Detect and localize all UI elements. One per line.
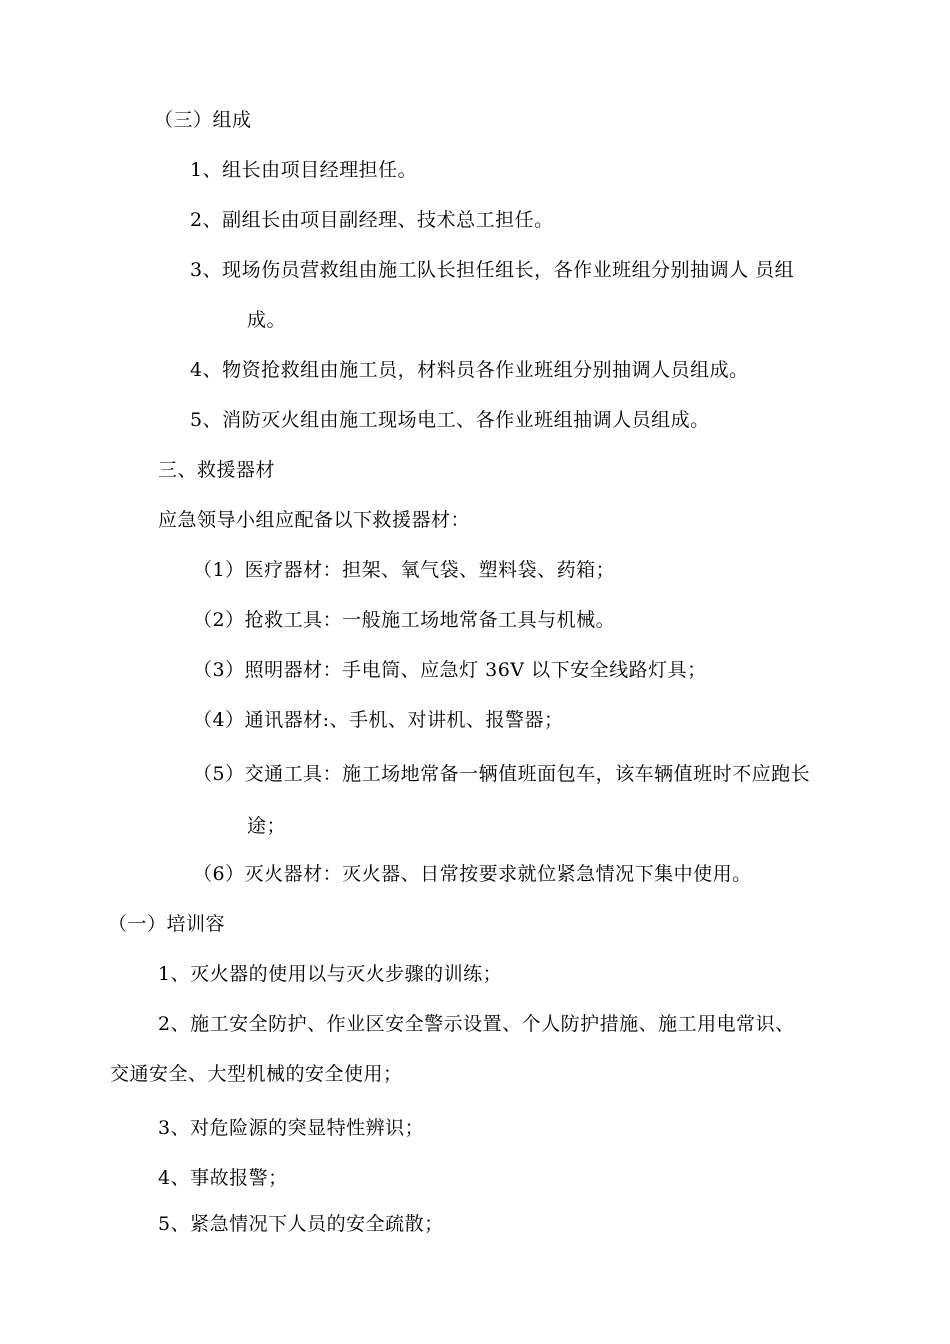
list-item-continuation: 途；: [247, 815, 287, 837]
section-heading-composition: （三）组成: [154, 109, 252, 131]
paragraph-line: 3、现场伤员营救组由施工队长担任组长，各作业班组分别抽调人 员组: [190, 259, 795, 281]
list-item: （1）医疗器材：担架、氧气袋、塑料袋、药箱；: [193, 559, 616, 581]
paragraph-line: 1、灭火器的使用以与灭火步骤的训练；: [158, 963, 503, 985]
paragraph-line: 2、副组长由项目副经理、技术总工担任。: [190, 209, 554, 231]
paragraph-line: 3、对危险源的突显特性辨识；: [158, 1117, 425, 1139]
list-item: （6）灭火器材：灭火器、日常按要求就位紧急情况下集中使用。: [193, 863, 752, 885]
paragraph-line: 1、组长由项目经理担任。: [190, 159, 418, 181]
paragraph-line-continuation: 交通安全、大型机械的安全使用；: [110, 1063, 403, 1085]
paragraph-line: 5、紧急情况下人员的安全疏散；: [158, 1213, 444, 1235]
section-heading-rescue-equipment: 三、救援器材: [158, 459, 276, 481]
paragraph-line: 4、事故报警；: [158, 1167, 288, 1189]
paragraph-line: 4、物资抢救组由施工员，材料员各作业班组分别抽调人员组成。: [190, 359, 749, 381]
list-item: （5）交通工具：施工场地常备一辆值班面包车，该车辆值班时不应跑长: [193, 763, 811, 785]
paragraph-line: 2、施工安全防护、作业区安全警示设置、个人防护措施、施工用电常识、: [158, 1013, 795, 1035]
paragraph-line-continuation: 成。: [247, 309, 287, 331]
list-item: （2）抢救工具：一般施工场地常备工具与机械。: [193, 609, 616, 631]
list-item: （4）通讯器材:、手机、对讲机、报警器；: [193, 709, 564, 731]
section-heading-training: （一）培训容: [108, 913, 226, 935]
paragraph-line: 5、消防灭火组由施工现场电工、各作业班组抽调人员组成。: [190, 409, 710, 431]
list-item: （3）照明器材：手电筒、应急灯 36V 以下安全线路灯具；: [193, 659, 707, 681]
paragraph-line: 应急领导小组应配备以下救援器材：: [158, 509, 471, 531]
